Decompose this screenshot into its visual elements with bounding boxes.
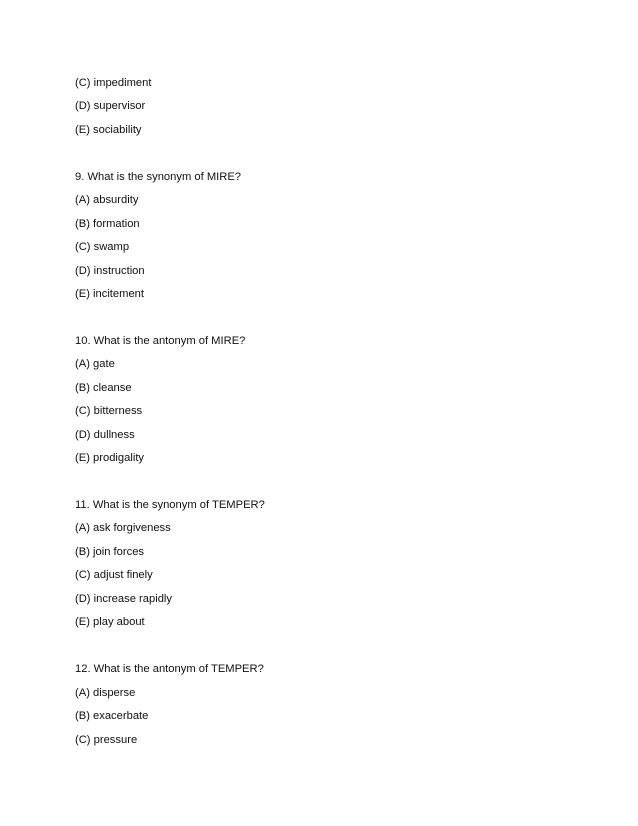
option-line: (E) prodigality [75,452,145,464]
option-line: (E) incitement [75,288,145,300]
option-line: (E) sociability [75,124,142,136]
option-line: (D) supervisor [75,100,146,112]
option-line: (B) formation [75,218,140,230]
question-line: 11. What is the synonym of TEMPER? [75,499,265,511]
option-line: (C) adjust finely [75,569,153,581]
question-line: 10. What is the antonym of MIRE? [75,335,246,347]
option-line: (C) pressure [75,734,138,746]
option-line: (B) join forces [75,546,145,558]
option-line: (A) ask forgiveness [75,522,171,534]
option-line: (A) absurdity [75,194,139,206]
option-line: (A) disperse [75,687,136,699]
option-line: (C) bitterness [75,405,143,417]
option-line: (E) play about [75,616,145,628]
option-line: (C) swamp [75,241,130,253]
question-line: 9. What is the synonym of MIRE? [75,171,242,183]
option-line: (B) exacerbate [75,710,149,722]
question-line: 12. What is the antonym of TEMPER? [75,663,264,675]
option-line: (D) dullness [75,429,135,441]
option-line: (D) instruction [75,265,145,277]
option-line: (A) gate [75,358,115,370]
option-line: (C) impediment [75,77,152,89]
option-line: (B) cleanse [75,382,132,394]
option-line: (D) increase rapidly [75,593,172,605]
